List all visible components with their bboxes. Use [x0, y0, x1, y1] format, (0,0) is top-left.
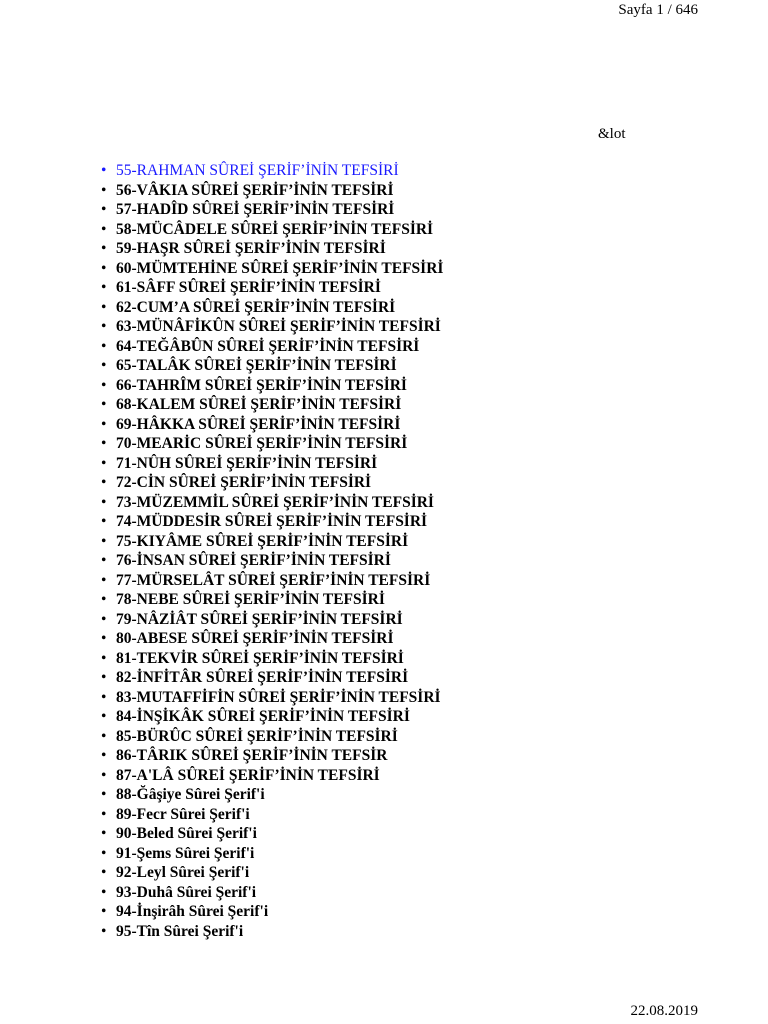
bullet-icon: • — [101, 220, 107, 238]
bullet-icon: • — [101, 688, 107, 706]
bullet-icon: • — [101, 259, 107, 277]
bullet-icon: • — [101, 766, 107, 784]
toc-item-label[interactable]: 80-ABESE SÛREİ ŞERİF’İNİN TEFSİRİ — [116, 630, 394, 647]
toc-item-label[interactable]: 60-MÜMTEHİNE SÛREİ ŞERİF’İNİN TEFSİRİ — [116, 259, 444, 277]
toc-item-label[interactable]: 69-HÂKKA SÛREİ ŞERİF’İNİN TEFSİRİ — [116, 415, 401, 433]
bullet-icon: • — [101, 318, 107, 335]
bullet-icon: • — [101, 474, 107, 491]
bullet-icon: • — [101, 864, 107, 881]
toc-item-label[interactable]: 79-NÂZİÂT SÛREİ ŞERİF’İNİN TEFSİRİ — [116, 610, 403, 628]
bullet-icon: • — [101, 844, 107, 862]
bullet-icon: • — [101, 181, 107, 199]
toc-item-label[interactable]: 93-Duhâ Sûrei Şerif'i — [116, 883, 257, 901]
toc-item[interactable] — [101, 454, 443, 474]
toc-item[interactable] — [101, 610, 443, 630]
bullet-icon: • — [101, 396, 107, 413]
bullet-icon: • — [101, 532, 107, 550]
toc-item-label[interactable]: 95-Tîn Sûrei Şerif'i — [116, 922, 244, 940]
bullet-icon: • — [101, 903, 107, 920]
toc-item-label[interactable]: 86-TÂRIK SÛREİ ŞERİF’İNİN TEFSİR — [116, 747, 388, 764]
toc-item[interactable] — [101, 571, 443, 591]
bullet-icon: • — [101, 376, 107, 394]
page-number: Sayfa 1 / 646 — [618, 2, 698, 18]
toc-item[interactable] — [101, 317, 443, 337]
toc-item-label[interactable]: 78-NEBE SÛREİ ŞERİF’İNİN TEFSİRİ — [116, 591, 385, 608]
toc-item-label[interactable]: 87-A'LÂ SÛREİ ŞERİF’İNİN TEFSİRİ — [116, 766, 380, 784]
toc-item[interactable] — [101, 356, 443, 376]
toc-item[interactable] — [101, 844, 443, 864]
bullet-icon: • — [101, 201, 107, 218]
toc-item[interactable] — [101, 200, 443, 220]
bullet-icon: • — [101, 435, 107, 452]
toc-item-label[interactable]: 59-HAŞR SÛREİ ŞERİF’İNİN TEFSİRİ — [116, 240, 386, 257]
toc-item-label[interactable]: 83-MUTAFFİFİN SÛREİ ŞERİF’İNİN TEFSİRİ — [116, 688, 441, 706]
bullet-icon: • — [101, 162, 107, 179]
toc-item[interactable] — [101, 766, 443, 786]
toc-item[interactable] — [101, 902, 443, 922]
toc-item-label[interactable]: 71-NÛH SÛREİ ŞERİF’İNİN TEFSİRİ — [116, 454, 378, 472]
toc-item[interactable] — [101, 220, 443, 240]
toc-item[interactable] — [101, 532, 443, 552]
bullet-icon: • — [101, 298, 107, 316]
toc-item-label[interactable]: 92-Leyl Sûrei Şerif'i — [116, 864, 250, 881]
toc-item[interactable] — [101, 629, 443, 649]
toc-item-label[interactable]: 75-KIYÂME SÛREİ ŞERİF’İNİN TEFSİRİ — [116, 532, 409, 550]
toc-item[interactable] — [101, 395, 443, 415]
toc-item-label[interactable]: 72-CİN SÛREİ ŞERİF’İNİN TEFSİRİ — [116, 474, 372, 491]
toc-item[interactable] — [101, 649, 443, 669]
toc-item-label[interactable]: 68-KALEM SÛREİ ŞERİF’İNİN TEFSİRİ — [116, 396, 402, 413]
toc-item-label[interactable]: 58-MÜCÂDELE SÛREİ ŞERİF’İNİN TEFSİRİ — [116, 220, 434, 238]
bullet-icon: • — [101, 669, 107, 686]
toc-item-label[interactable]: 65-TALÂK SÛREİ ŞERİF’İNİN TEFSİRİ — [116, 357, 397, 374]
bullet-icon: • — [101, 591, 107, 608]
toc-item-label[interactable]: 64-TEĞÂBÛN SÛREİ ŞERİF’İNİN TEFSİRİ — [116, 337, 420, 355]
toc-item-label[interactable]: 57-HADÎD SÛREİ ŞERİF’İNİN TEFSİRİ — [116, 201, 395, 218]
toc-item[interactable] — [101, 181, 443, 201]
toc-item[interactable] — [101, 512, 443, 532]
bullet-icon: • — [101, 240, 107, 257]
bullet-icon: • — [101, 630, 107, 647]
toc-item-label[interactable]: 91-Şems Sûrei Şerif'i — [116, 844, 255, 862]
toc-item-label[interactable]: 73-MÜZEMMİL SÛREİ ŞERİF’İNİN TEFSİRİ — [116, 493, 434, 511]
toc-item-label[interactable]: 94-İnşirâh Sûrei Şerif'i — [116, 903, 269, 920]
toc-item[interactable] — [101, 707, 443, 727]
toc-item[interactable] — [101, 239, 443, 259]
toc-item[interactable] — [101, 824, 443, 844]
toc-item[interactable] — [101, 259, 443, 279]
toc-item[interactable] — [101, 434, 443, 454]
toc-item[interactable] — [101, 785, 443, 805]
bullet-icon: • — [101, 883, 107, 901]
toc-item[interactable] — [101, 805, 443, 825]
toc-item-label[interactable]: 77-MÜRSELÂT SÛREİ ŞERİF’İNİN TEFSİRİ — [116, 571, 431, 589]
bullet-icon: • — [101, 649, 107, 667]
bullet-icon: • — [101, 922, 107, 940]
toc-item[interactable] — [101, 863, 443, 883]
toc-item[interactable] — [101, 727, 443, 747]
toc-item[interactable] — [101, 161, 443, 181]
bullet-icon: • — [101, 786, 107, 803]
toc-item-label[interactable]: 89-Fecr Sûrei Şerif'i — [116, 805, 250, 823]
toc-item-label[interactable]: 81-TEKVİR SÛREİ ŞERİF’İNİN TEFSİRİ — [116, 649, 404, 667]
toc-item[interactable] — [101, 883, 443, 903]
toc-item[interactable] — [101, 922, 443, 942]
toc-item-label[interactable]: 62-CUM’A SÛREİ ŞERİF’İNİN TEFSİRİ — [116, 298, 396, 316]
footer-date: 22.08.2019 — [630, 1003, 698, 1019]
toc-item-label[interactable]: 76-İNSAN SÛREİ ŞERİF’İNİN TEFSİRİ — [116, 552, 391, 569]
toc-item[interactable] — [101, 376, 443, 396]
bullet-icon: • — [101, 805, 107, 823]
toc-item[interactable] — [101, 590, 443, 610]
toc-item-label[interactable]: 66-TAHRÎM SÛREİ ŞERİF’İNİN TEFSİRİ — [116, 376, 407, 394]
toc-item[interactable] — [101, 278, 443, 298]
bullet-icon: • — [101, 454, 107, 472]
bullet-icon: • — [101, 727, 107, 745]
toc-item-label[interactable]: 61-SÂFF SÛREİ ŞERİF’İNİN TEFSİRİ — [116, 279, 381, 296]
bullet-icon: • — [101, 337, 107, 355]
toc-item[interactable] — [101, 668, 443, 688]
bullet-icon: • — [101, 610, 107, 628]
toc-item[interactable] — [101, 688, 443, 708]
toc-item-label[interactable]: 70-MEARİC SÛREİ ŞERİF’İNİN TEFSİRİ — [116, 435, 408, 452]
toc-item-label[interactable]: 90-Beled Sûrei Şerif'i — [116, 825, 257, 842]
table-of-contents — [101, 161, 443, 941]
bullet-icon: • — [101, 708, 107, 725]
toc-item[interactable] — [101, 551, 443, 571]
toc-item[interactable] — [101, 746, 443, 766]
toc-item[interactable] — [101, 415, 443, 435]
bullet-icon: • — [101, 357, 107, 374]
bullet-icon: • — [101, 513, 107, 530]
toc-item[interactable] — [101, 493, 443, 513]
bullet-icon: • — [101, 825, 107, 842]
toc-item-label[interactable]: 82-İNFİTÂR SÛREİ ŞERİF’İNİN TEFSİRİ — [116, 669, 409, 686]
toc-item-label[interactable]: 63-MÜNÂFİKÛN SÛREİ ŞERİF’İNİN TEFSİRİ — [116, 318, 441, 335]
bullet-icon: • — [101, 415, 107, 433]
toc-item-label[interactable]: 85-BÜRÛC SÛREİ ŞERİF’İNİN TEFSİRİ — [116, 727, 398, 745]
toc-item[interactable] — [101, 337, 443, 357]
toc-item-label[interactable]: 84-İNŞİKÂK SÛREİ ŞERİF’İNİN TEFSİRİ — [116, 708, 410, 725]
toc-item-label[interactable]: 56-VÂKIA SÛREİ ŞERİF’İNİN TEFSİRİ — [116, 181, 394, 199]
toc-item-label[interactable]: 74-MÜDDESİR SÛREİ ŞERİF’İNİN TEFSİRİ — [116, 513, 428, 530]
toc-item[interactable] — [101, 473, 443, 493]
bullet-icon: • — [101, 493, 107, 511]
bullet-icon: • — [101, 747, 107, 764]
toc-item[interactable] — [101, 298, 443, 318]
bullet-icon: • — [101, 552, 107, 569]
bullet-icon: • — [101, 279, 107, 296]
toc-item-label[interactable]: 88-Ğâşiye Sûrei Şerif'i — [116, 786, 265, 803]
toc-item-label[interactable]: 55-RAHMAN SÛREİ ŞERİF’İNİN TEFSİRİ — [116, 162, 399, 179]
lot-label: &lot — [598, 126, 626, 142]
bullet-icon: • — [101, 571, 107, 589]
